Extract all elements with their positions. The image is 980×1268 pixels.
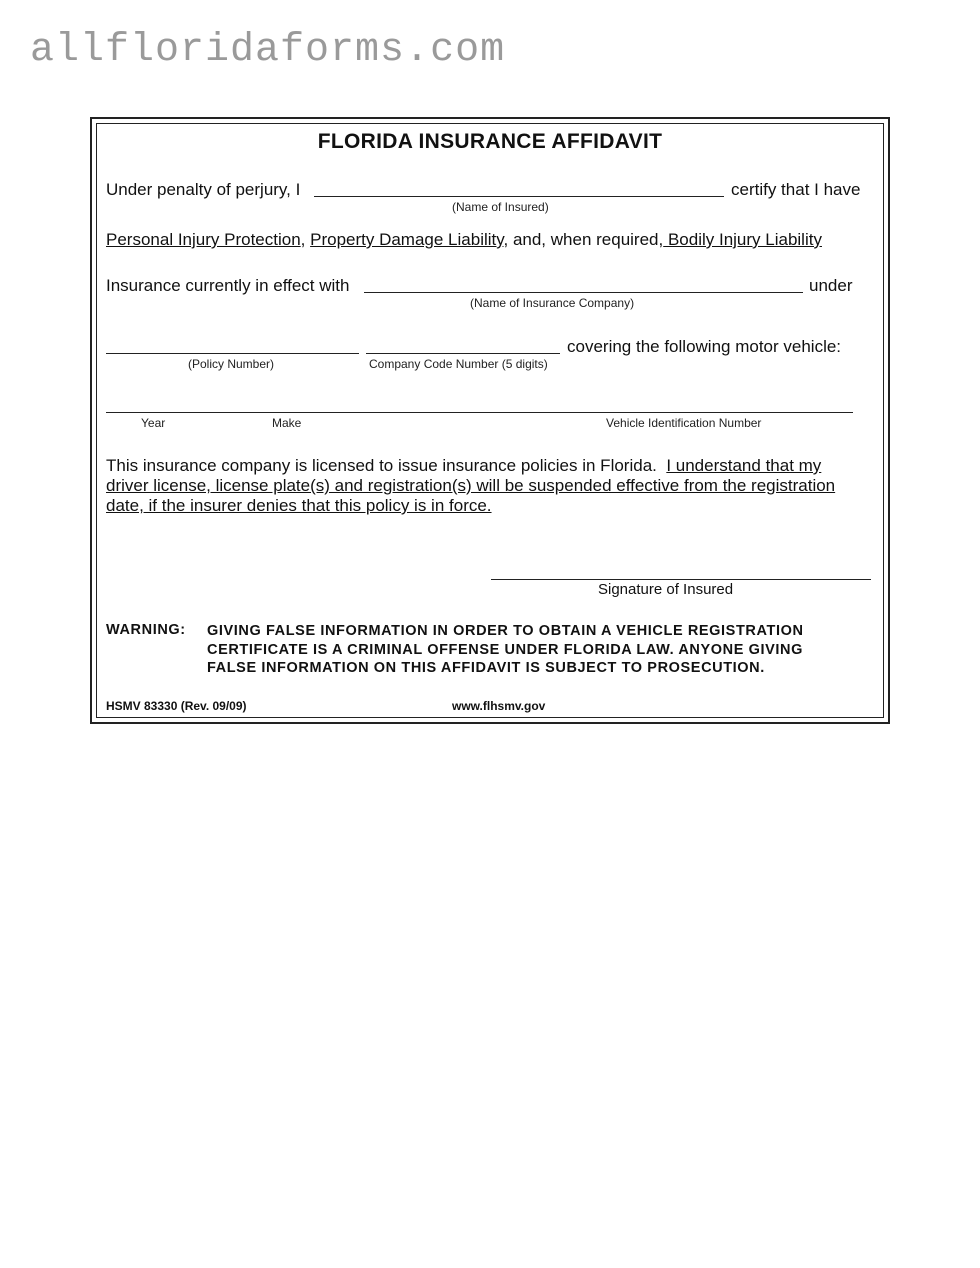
insurance-in-effect-prefix: Insurance currently in effect with (106, 276, 350, 295)
company-code-label: Company Code Number (5 digits) (369, 357, 548, 371)
vehicle-year-label: Year (141, 416, 166, 430)
warning-label: WARNING: (106, 622, 186, 638)
agency-website: www.flhsmv.gov (452, 699, 546, 713)
coverage-connector: , and, when required, (503, 230, 664, 249)
insurance-in-effect-suffix: under (809, 276, 853, 295)
insurance-company-field[interactable] (364, 292, 803, 293)
company-code-field[interactable] (366, 353, 560, 354)
suspension-notice-text: I understand that my driver license, license plate(s) and registration(s) will be suspended effective from the registration date, if the insurer denies that this policy is in force. (106, 456, 836, 515)
policy-number-field[interactable] (106, 353, 359, 354)
pdl-coverage-text: Property Damage Liability (310, 230, 504, 249)
form-title: FLORIDA INSURANCE AFFIDAVIT (317, 130, 663, 153)
bil-coverage-text: Bodily Injury Liability (663, 230, 822, 249)
licensing-plain-text: This insurance company is licensed to issue insurance policies in Florida. (106, 456, 657, 475)
name-of-insured-field[interactable] (314, 196, 724, 197)
vehicle-vin-label: Vehicle Identification Number (606, 416, 762, 430)
signature-field[interactable] (491, 579, 871, 580)
vehicle-make-label: Make (272, 416, 302, 430)
coverage-separator: , (300, 230, 311, 249)
name-of-insured-label: (Name of Insured) (452, 200, 549, 214)
pip-coverage-text: Personal Injury Protection (106, 230, 301, 249)
perjury-statement-suffix: certify that I have (731, 180, 861, 199)
site-watermark: allfloridaforms.com (30, 28, 506, 73)
warning-text: GIVING FALSE INFORMATION IN ORDER TO OBTAIN A VEHICLE REGISTRATION CERTIFICATE IS A CRIMINAL OFFENSE UNDER FLORIDA LAW. ANYONE GIVING FALSE INFORMATION ON THIS AFFIDAVIT IS SUBJECT TO PROSECUTION. (207, 623, 804, 676)
policy-number-label: (Policy Number) (188, 357, 275, 371)
licensing-statement (106, 456, 866, 516)
coverage-statement (106, 230, 822, 250)
insurance-company-label: (Name of Insurance Company) (470, 296, 635, 310)
signature-label: Signature of Insured (598, 581, 734, 598)
form-number: HSMV 83330 (Rev. 09/09) (106, 699, 247, 713)
perjury-statement-prefix: Under penalty of perjury, I (106, 180, 301, 199)
vehicle-info-field[interactable] (106, 412, 853, 413)
covering-vehicle-text: covering the following motor vehicle: (567, 337, 842, 356)
